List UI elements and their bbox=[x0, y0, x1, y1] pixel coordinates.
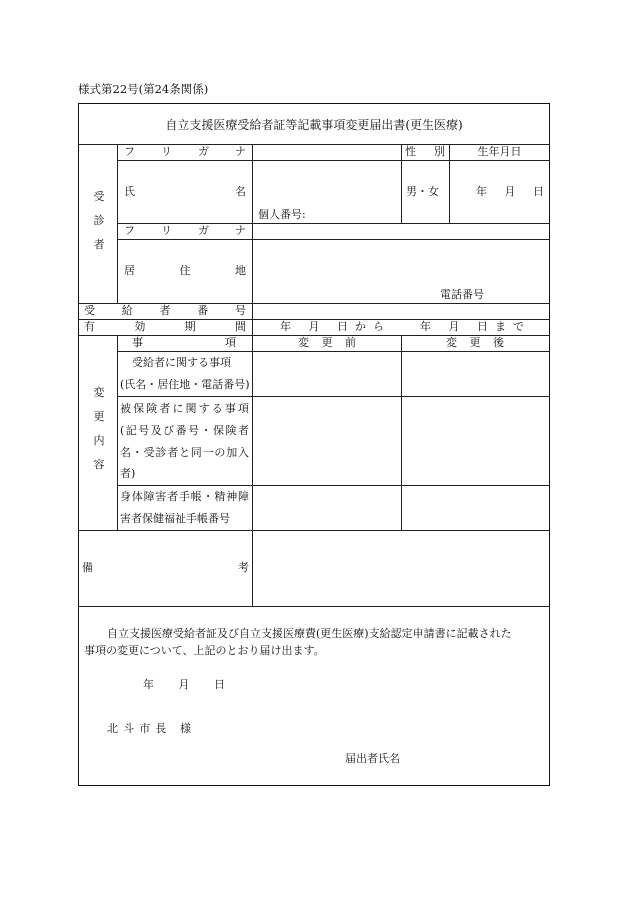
change-row-3-line: 身体障害者手帳・精神障 bbox=[120, 490, 249, 503]
col-before-header: 変 更 前 bbox=[298, 336, 356, 349]
change-row-3-line: 害者保健福祉手帳番号 bbox=[120, 512, 230, 525]
col-item-header: 事 項 bbox=[132, 336, 236, 349]
vline-remarks bbox=[252, 530, 253, 606]
dob-value: 年 月 日 bbox=[476, 185, 544, 198]
vline-left-label bbox=[252, 144, 253, 530]
declaration-date: 年 月 日 bbox=[143, 678, 225, 691]
gender-header: 性 別 bbox=[405, 145, 445, 158]
dob-header: 生年月日 bbox=[477, 145, 522, 158]
change-row-1-line1: 受給者に関する事項 bbox=[132, 356, 231, 369]
address-label: 居 住 地 bbox=[124, 264, 246, 277]
change-row-2-line: 名・受診者と同一の加入 bbox=[120, 446, 249, 459]
form-number: 様式第22号(第24条関係) bbox=[78, 82, 209, 96]
line-change-row1 bbox=[118, 396, 550, 397]
name-label: 氏 名 bbox=[124, 185, 246, 198]
changes-section-label bbox=[92, 386, 106, 472]
vline-patient-label bbox=[117, 144, 118, 303]
line-furigana bbox=[118, 160, 550, 161]
line-remarks-bottom bbox=[78, 606, 550, 607]
gender-value: 男・女 bbox=[406, 185, 439, 198]
vline-gender-left bbox=[401, 144, 402, 223]
declaration-line-1: 自立支援医療受給者証及び自立支援医療費(更生医療)支給認定申請書に記載された bbox=[107, 627, 512, 640]
patient-label-char: 者 bbox=[93, 238, 105, 251]
recipient-number-label: 受 給 者 番 号 bbox=[84, 304, 246, 317]
phone-label: 電話番号 bbox=[440, 288, 484, 301]
change-row-1-line2: (氏名・居住地・電話番号) bbox=[120, 378, 250, 391]
line-change-row2 bbox=[118, 485, 550, 486]
addressee: 北斗市長 様 bbox=[107, 722, 191, 735]
change-row-2-line: 被保険者に関する事項 bbox=[120, 402, 249, 415]
patient-section-label bbox=[92, 190, 106, 252]
col-after-header: 変 更 後 bbox=[446, 336, 504, 349]
line-changes-bottom bbox=[78, 530, 550, 531]
changes-label-char: 容 bbox=[93, 458, 105, 471]
patient-label-char: 診 bbox=[93, 214, 105, 227]
remarks-label-left: 備 bbox=[82, 561, 93, 574]
applicant-name-label: 届出者氏名 bbox=[345, 752, 400, 765]
validity-from: 年 月 日から bbox=[280, 320, 384, 333]
remarks-label-right: 考 bbox=[238, 561, 249, 574]
furigana-label: フ リ ガ ナ bbox=[124, 145, 246, 158]
change-row-2-line: 者) bbox=[120, 467, 136, 480]
changes-label-char: 更 bbox=[93, 410, 105, 423]
validity-label: 有 効 期 間 bbox=[84, 320, 246, 333]
declaration-line-2: 事項の変更について、上記のとおり届け出ます。 bbox=[84, 644, 325, 657]
vline-change-label bbox=[117, 335, 118, 530]
form-title: 自立支援医療受給者証等記載事項変更届出書(更生医療) bbox=[165, 118, 463, 132]
vline-before-after bbox=[401, 335, 402, 530]
validity-to: 年 月 日まで bbox=[420, 320, 524, 333]
line-furigana2 bbox=[118, 239, 550, 240]
furigana-label-2: フ リ ガ ナ bbox=[124, 224, 246, 237]
changes-label-char: 変 bbox=[93, 386, 105, 399]
my-number-label: 個人番号: bbox=[258, 208, 306, 221]
changes-label-char: 内 bbox=[93, 434, 105, 447]
change-row-2-line: (記号及び番号・保険者 bbox=[120, 424, 249, 437]
line-change-header bbox=[118, 351, 550, 352]
patient-label-char: 受 bbox=[93, 190, 105, 203]
